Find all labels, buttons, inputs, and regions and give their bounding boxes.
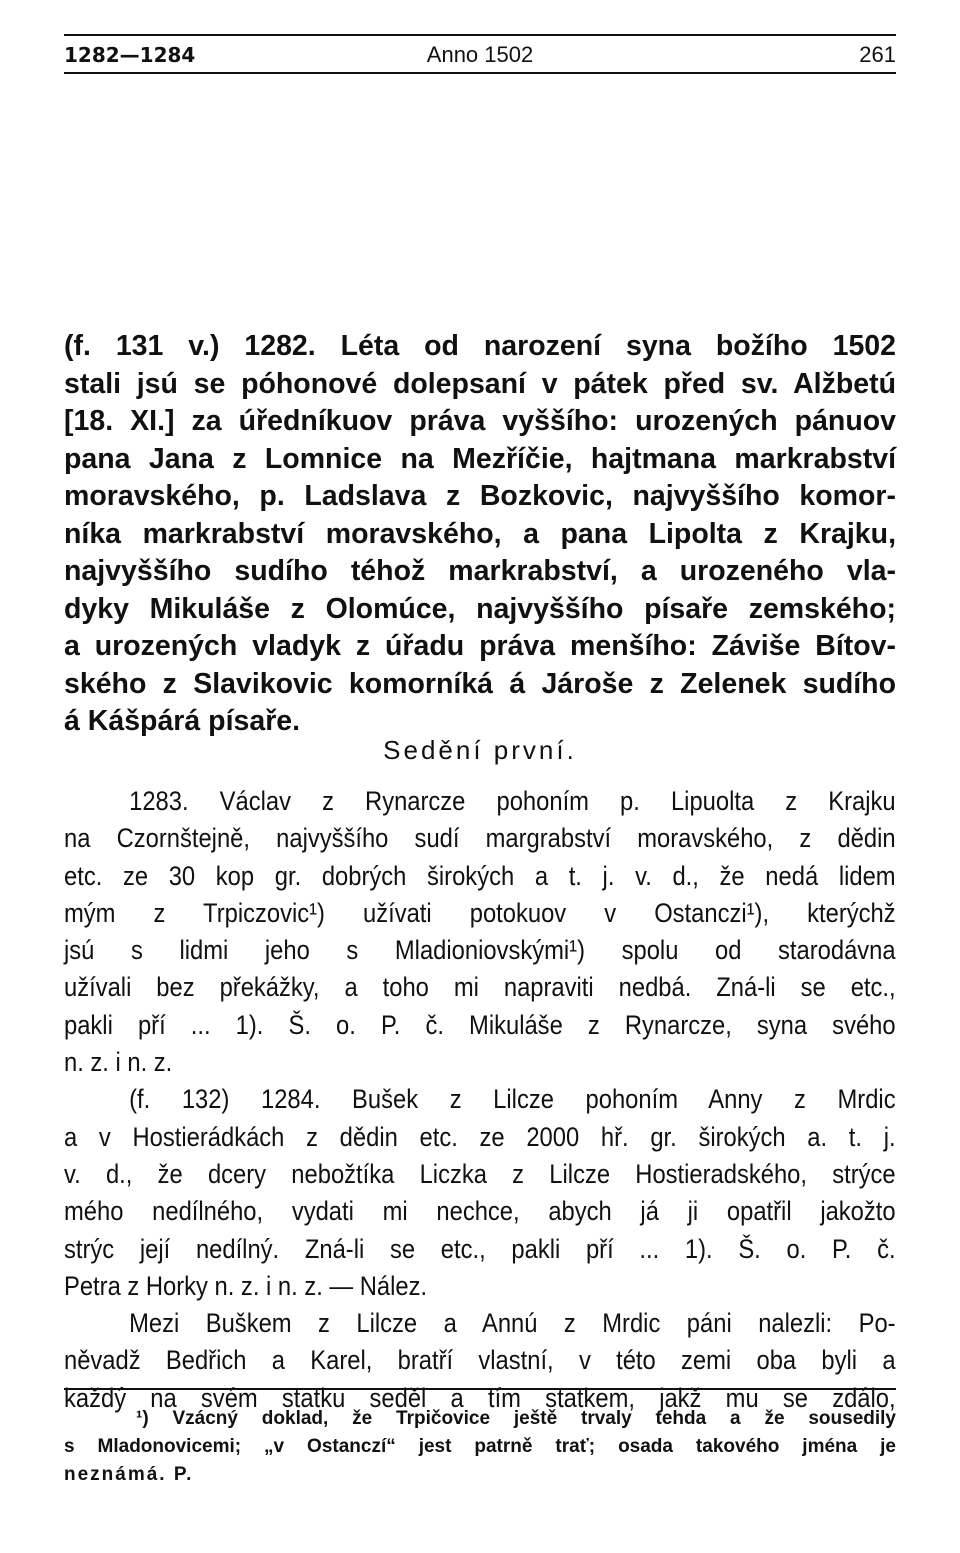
text-line: á Kášpárá písaře. (64, 705, 301, 737)
text-line: ského z Slavikovic komorníká á Jároše z Zelenek sudího (64, 667, 896, 700)
footnote-divider (64, 1388, 896, 1390)
text-line: a urozených vladyk z úřadu práva menšího: Záviše Bítov- (64, 630, 896, 662)
section-heading: Sedění první. (383, 735, 577, 765)
text-line: mého nedílného, vydati mi nechce, abych já ji opatřil jakožto (64, 1196, 896, 1227)
footnote-line: neznámá. P. (64, 1464, 194, 1485)
text-line: dyky Mikuláše z Olomúce, najvyššího písaře zemského; (64, 592, 896, 625)
entry-1282-paragraph (64, 328, 896, 741)
text-line: něvadž Bedřich a Karel, bratří vlastní, v této zemi oba byli a (64, 1345, 896, 1376)
text-line: užívali bez překážky, a toho mi napraviti nedbá. Zná-li se etc., (64, 972, 896, 1003)
text-line: [18. XI.] za úředníkuov práva vyššího: urozených pánuov (64, 405, 896, 437)
verdict-start: Mezi Buškem z Lilcze a Annú z Mrdic páni nalezli: Po- (129, 1308, 896, 1339)
text-line: jsú s lidmi jeho s Mladioniovskými¹) spolu od starodávna (64, 935, 896, 966)
text-line: každý na svém statku seděl a tím statkem, jakž mu se zdálo, (64, 1382, 896, 1413)
entry-1283-start: 1283. Václav z Rynarcze pohoním p. Lipuolta z Krajku (129, 786, 896, 816)
header-page-number: 261 (859, 42, 896, 67)
header-year: Anno 1502 (426, 42, 534, 67)
running-header (64, 34, 896, 74)
text-line: najvyššího sudího téhož markrabství, a urozeného vla- (64, 555, 896, 587)
text-line: a v Hostierádkách z dědin etc. ze 2000 hř. gr. širokých a. t. j. (64, 1121, 896, 1152)
text-line: (f. 131 v.) 1282. Léta od narození syna božího 1502 (64, 330, 896, 362)
text-line: moravského, p. Ladslava z Bozkovic, najvyššího komor- (64, 480, 896, 512)
body-text (64, 783, 896, 1417)
text-line: níka markrabství moravského, a pana Lipolta z Krajku, (64, 517, 896, 550)
text-line: na Czornštejně, najvyššího sudí margrabství moravského, z dědin (64, 823, 896, 854)
text-line: v. d., že dcery nebožtíka Liczka z Lilcze Hostieradského, strýce (64, 1158, 896, 1189)
text-line: etc. ze 30 kop gr. dobrých širokých a t. j. v. d., že nedá lidem (64, 860, 896, 891)
header-entry-range: 1282—1284 (64, 43, 196, 67)
text-line: mým z Trpiczovic¹) užívati potokuov v Ostanczi¹), kterýchž (64, 897, 896, 928)
footnote-line: s Mladonovicemi; „v Ostanczí“ jest patrně trať; osada takového jména je (64, 1436, 896, 1457)
entry-1284-start: (f. 132) 1284. Bušek z Lilcze pohoním Anny z Mrdic (129, 1084, 896, 1115)
document-page (64, 0, 896, 1553)
footnote (64, 1405, 896, 1489)
footnote-line: ¹) Vzácný doklad, že Trpičovice ještě trvaly tehda a že sousedily (136, 1408, 896, 1429)
text-line: strýc její nedílný. Zná-li se etc., pakli pří ... 1). Š. o. P. č. (64, 1233, 896, 1264)
text-line: pana Jana z Lomnice na Mezříčie, hajtmana markrabství (64, 442, 896, 475)
text-line: Petra z Horky n. z. i n. z. — Nález. (64, 1270, 428, 1301)
text-line: pakli pří ... 1). Š. o. P. č. Mikuláše z Rynarcze, syna svého (64, 1009, 896, 1040)
text-line: n. z. i n. z. (64, 1047, 173, 1078)
text-line: stali jsú se póhonové dolepsaní v pátek před sv. Alžbetú (64, 367, 896, 400)
